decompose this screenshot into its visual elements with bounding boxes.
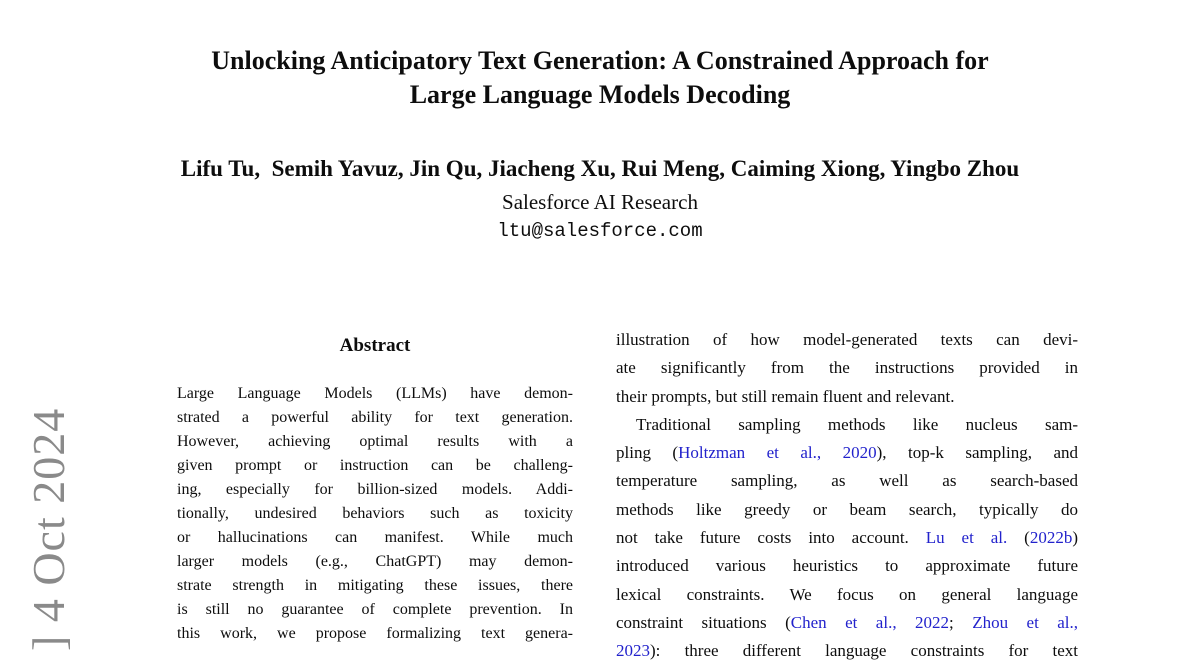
paper-title-line-2: Large Language Models Decoding xyxy=(409,80,791,109)
text-line xyxy=(177,526,573,550)
text-line xyxy=(177,454,573,478)
citation-link[interactable]: Holtzman et al., 2020 xyxy=(678,443,877,463)
contact-email: ltu@salesforce.com xyxy=(497,220,703,242)
text-run: constraint situations ( xyxy=(616,612,791,632)
text-line xyxy=(177,406,573,430)
abstract-body xyxy=(177,382,573,646)
text-line xyxy=(177,622,573,646)
text-line xyxy=(616,411,1078,439)
text-run: this work, we propose formalizing text genera- xyxy=(177,625,573,642)
text-run: Traditional sampling methods like nucleus sam- xyxy=(636,414,1078,434)
text-run: strated a powerful ability for text generation. xyxy=(177,409,573,426)
text-run: not take future costs into account. xyxy=(616,528,926,548)
text-run: ), top-k sampling, and xyxy=(876,443,1078,463)
abstract-heading: Abstract xyxy=(339,335,411,356)
text-line xyxy=(177,478,573,502)
text-line xyxy=(616,637,1078,665)
text-run: However, achieving optimal results with a xyxy=(177,433,573,450)
text-run: temperature sampling, as well as search-based xyxy=(616,471,1078,491)
text-run: Large Language Models (LLMs) have demon- xyxy=(177,385,573,402)
text-run: ) xyxy=(1072,528,1078,548)
citation-link[interactable]: Chen et al., 2022 xyxy=(790,612,950,632)
citation-link[interactable]: 2022b xyxy=(1029,528,1073,548)
text-run: methods like greedy or beam search, typically do xyxy=(616,499,1078,519)
text-line xyxy=(616,326,1078,354)
text-run: larger models (e.g., ChatGPT) may demon- xyxy=(177,553,573,570)
text-run: or hallucinations can manifest. While much xyxy=(177,529,573,546)
text-run: pling ( xyxy=(616,443,679,463)
text-run: strate strength in mitigating these issues, there xyxy=(177,577,573,594)
citation-link[interactable]: Lu et al. xyxy=(925,528,1008,548)
arxiv-stamp-date: ] 4 Oct 2024 xyxy=(23,407,74,651)
text-line xyxy=(616,552,1078,580)
citation-link[interactable]: Zhou et al., xyxy=(972,612,1079,632)
text-run: introduced various heuristics to approximate future xyxy=(616,556,1078,576)
affiliation: Salesforce AI Research xyxy=(502,190,698,214)
text-line xyxy=(616,383,1078,411)
text-run: illustration of how model-generated texts can devi- xyxy=(616,330,1078,349)
text-run: ing, especially for billion-sized models. Addi- xyxy=(177,481,573,498)
text-run: given prompt or instruction can be challeng- xyxy=(177,457,573,474)
text-line xyxy=(177,382,573,406)
text-run: is still no guarantee of complete prevention. In xyxy=(177,601,573,618)
text-line xyxy=(177,502,573,526)
text-line xyxy=(616,496,1078,524)
author-list: Lifu Tu, Semih Yavuz, Jin Qu, Jiacheng Xu, Rui Meng, Caiming Xiong, Yingbo Zhou xyxy=(180,156,1020,181)
text-line xyxy=(616,439,1078,467)
abstract-section xyxy=(177,334,573,646)
text-run: lexical constraints. We focus on general language xyxy=(616,584,1078,604)
paper-title-line-1: Unlocking Anticipatory Text Generation: A Constrained Approach for xyxy=(211,46,989,75)
text-run: ( xyxy=(1007,528,1030,548)
text-run: ): three different language constraints for text xyxy=(650,641,1078,661)
text-run: tionally, undesired behaviors such as toxicity xyxy=(177,505,573,522)
paper-title xyxy=(0,44,1200,112)
text-run: ate significantly from the instructions provided in xyxy=(616,358,1078,378)
text-line xyxy=(177,598,573,622)
text-line xyxy=(616,524,1078,552)
citation-link[interactable]: 2023 xyxy=(616,641,650,661)
text-run: their prompts, but still remain fluent and relevant. xyxy=(616,386,955,406)
text-line xyxy=(616,354,1078,382)
text-line xyxy=(616,609,1078,637)
text-run: ; xyxy=(949,612,973,632)
text-line xyxy=(177,430,573,454)
text-line xyxy=(177,574,573,598)
text-line xyxy=(177,550,573,574)
text-line xyxy=(616,581,1078,609)
text-line xyxy=(616,467,1078,495)
introduction-column xyxy=(616,326,1078,666)
